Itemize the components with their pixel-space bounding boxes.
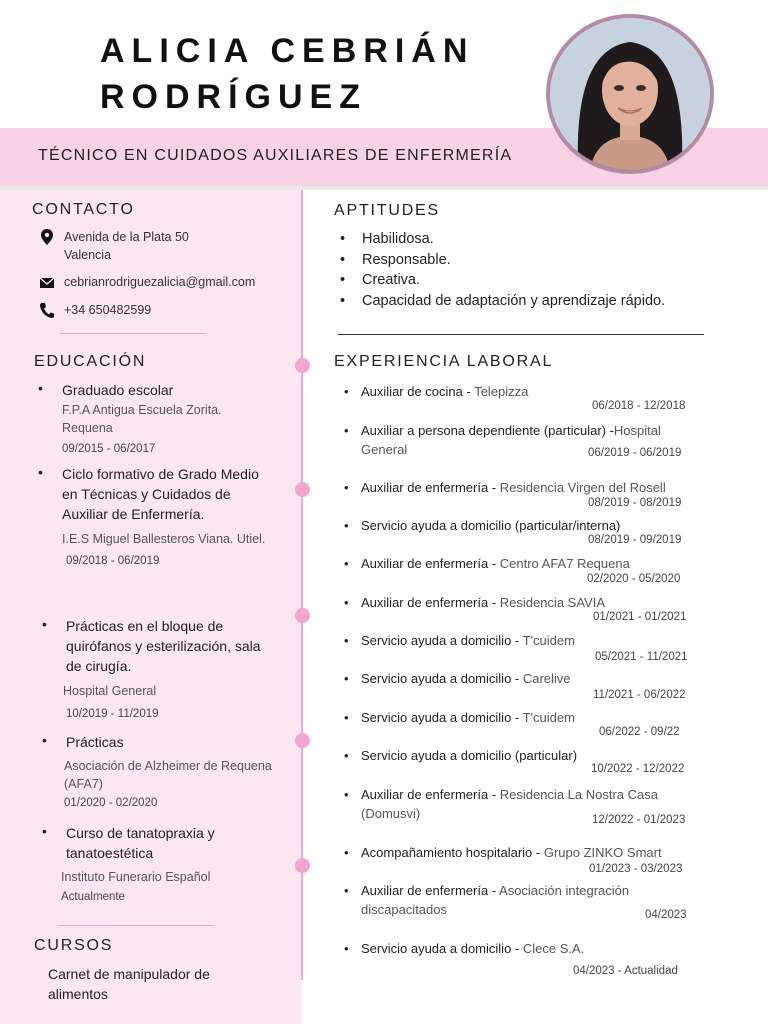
- name-line-2: RODRÍGUEZ: [100, 78, 367, 116]
- job-dates: 11/2021 - 06/2022: [593, 689, 686, 701]
- job-dates: 02/2020 - 05/2020: [587, 573, 681, 585]
- education-item: • Curso de tanatopraxia y tanatoestética Instituto Funerario Español Actualmente: [42, 823, 272, 905]
- course-item: Carnet de manipulador de alimentos: [48, 966, 210, 1002]
- job-dates: 01/2023 - 03/2023: [589, 863, 683, 875]
- map-pin-icon: [40, 229, 54, 245]
- job-item: • Servicio ayuda a domicilio (particular/interna) 08/2019 - 09/2019: [344, 518, 682, 546]
- contact-divider: [60, 333, 206, 334]
- job-item: • Servicio ayuda a domicilio - Clece S.A. 04/2023 - Actualidad: [344, 941, 678, 977]
- education-item: • Prácticas en el bloque de quirófanos y esterilización, sala de cirugía. Hospital General 10/2019 - 11/2019: [42, 616, 272, 722]
- education-school: F.P.A Antigua Escuela Zorita. Requena: [62, 403, 222, 435]
- email-link[interactable]: cebrianrodriguezalicia@gmail.com: [64, 275, 256, 289]
- job-item: • Auxiliar a persona dependiente (particular) -Hospital General 06/2019 - 06/2019: [344, 423, 682, 459]
- education-degree: Curso de tanatopraxia y tanatoestética: [66, 825, 215, 861]
- job-item: • Auxiliar de enfermería - Residencia SAVIA 01/2021 - 01/2021: [344, 595, 687, 623]
- education-title: EDUCACIÓN: [34, 353, 147, 370]
- job-dates: 04/2023 - Actualidad: [573, 965, 678, 977]
- address-line-2: Valencia: [64, 248, 112, 262]
- job-item: • Servicio ayuda a domicilio - T'cuidem 06/2022 - 09/22: [344, 710, 680, 738]
- education-dates: Actualmente: [61, 891, 125, 903]
- job-dates: 08/2019 - 08/2019: [588, 497, 682, 509]
- job-dates: 05/2021 - 11/2021: [595, 651, 688, 663]
- aptitude-item: • Creativa.: [340, 272, 421, 288]
- education-item: • Graduado escolar F.P.A Antigua Escuela Zorita. Requena 09/2015 - 06/2017: [38, 380, 268, 457]
- name-line-1: ALICIA CEBRIÁN: [100, 32, 475, 70]
- job-item: • Auxiliar de enfermería - Residencia Virgen del Rosell 08/2019 - 08/2019: [344, 480, 682, 509]
- contact-phone: [40, 301, 151, 319]
- education-school: I.E.S Miguel Ballesteros Viana. Utiel.: [62, 532, 266, 546]
- education-dates: 09/2018 - 06/2019: [66, 555, 160, 567]
- address-line-1: Avenida de la Plata 50: [64, 230, 189, 244]
- job-item: • Auxiliar de enfermería - Centro AFA7 Requena 02/2020 - 05/2020: [344, 556, 681, 585]
- contact-email: [40, 273, 255, 291]
- job-dates: 10/2022 - 12/2022: [591, 763, 685, 775]
- timeline-dot: [295, 608, 310, 623]
- portrait-image: [550, 18, 710, 170]
- aptitudes-title: APTITUDES: [334, 202, 440, 219]
- job-dates: 01/2021 - 01/2021: [593, 611, 687, 623]
- envelope-icon: [40, 274, 54, 290]
- candidate-name: [100, 28, 474, 120]
- education-degree: Prácticas en el bloque de quirófanos y esterilización, sala de cirugía.: [66, 618, 261, 674]
- aptitude-item: • Responsable.: [340, 251, 451, 268]
- job-item: • Servicio ayuda a domicilio - T'cuidem 05/2021 - 11/2021: [344, 633, 688, 663]
- job-title: TÉCNICO EN CUIDADOS AUXILIARES DE ENFERMERÍA: [38, 147, 513, 164]
- job-item: • Servicio ayuda a domicilio - Carelive 11/2021 - 06/2022: [344, 671, 686, 701]
- education-dates: 01/2020 - 02/2020: [64, 797, 158, 809]
- education-dates: 10/2019 - 11/2019: [66, 708, 159, 720]
- phone-number: +34 650482599: [64, 303, 152, 317]
- aptitude-item: • Habilidosa.: [340, 231, 434, 247]
- job-dates: 06/2019 - 06/2019: [588, 447, 682, 459]
- timeline-dot: [295, 482, 310, 497]
- job-item: • Auxiliar de enfermería - Asociación integración discapacitados 04/2023: [344, 883, 687, 921]
- job-dates: 04/2023: [645, 909, 687, 921]
- timeline-dot: [295, 858, 310, 873]
- job-item: • Servicio ayuda a domicilio (particular) 10/2022 - 12/2022: [344, 748, 685, 775]
- education-school: Hospital General: [63, 684, 157, 698]
- profile-photo: [546, 14, 714, 174]
- job-item: • Acompañamiento hospitalario - Grupo ZINKO Smart 01/2023 - 03/2023: [344, 845, 683, 875]
- aptitudes-list: [340, 229, 665, 311]
- education-item: • Ciclo formativo de Grado Medio en Técnicas y Cuidados de Auxiliar de Enfermería. I.E.S Miguel Ballesteros Viana. Utiel. 09/2018 - 06/2019: [38, 464, 268, 569]
- job-dates: 12/2022 - 01/2023: [592, 814, 686, 826]
- education-degree: Prácticas: [66, 734, 124, 750]
- education-school: Instituto Funerario Español: [61, 870, 211, 884]
- aptitudes-divider: [338, 334, 704, 335]
- job-item: • Auxiliar de enfermería - Residencia La Nostra Casa (Domusvi) 12/2022 - 01/2023: [344, 787, 686, 826]
- experience-title: EXPERIENCIA LABORAL: [334, 353, 554, 370]
- phone-icon: [40, 302, 54, 318]
- job-dates: 06/2022 - 09/22: [599, 726, 680, 738]
- aptitude-item: • Capacidad de adaptación y aprendizaje rápido.: [340, 292, 666, 309]
- courses-title: CURSOS: [34, 937, 114, 954]
- education-degree: Ciclo formativo de Grado Medio en Técnicas y Cuidados de Auxiliar de Enfermería.: [62, 466, 259, 522]
- education-school: Asociación de Alzheimer de Requena (AFA7): [64, 759, 272, 791]
- contact-address: [40, 228, 189, 264]
- job-dates: 08/2019 - 09/2019: [588, 534, 682, 546]
- job-dates: 06/2018 - 12/2018: [592, 400, 686, 412]
- education-dates: 09/2015 - 06/2017: [62, 443, 156, 455]
- timeline-dot: [295, 358, 310, 373]
- education-divider: [58, 925, 214, 926]
- job-item: • Auxiliar de cocina - Telepizza 06/2018 - 12/2018: [344, 384, 686, 412]
- education-degree: Graduado escolar: [62, 382, 174, 398]
- timeline-dot: [295, 733, 310, 748]
- contact-title: CONTACTO: [32, 201, 135, 218]
- education-item: • Prácticas Asociación de Alzheimer de Requena (AFA7) 01/2020 - 02/2020: [42, 732, 272, 809]
